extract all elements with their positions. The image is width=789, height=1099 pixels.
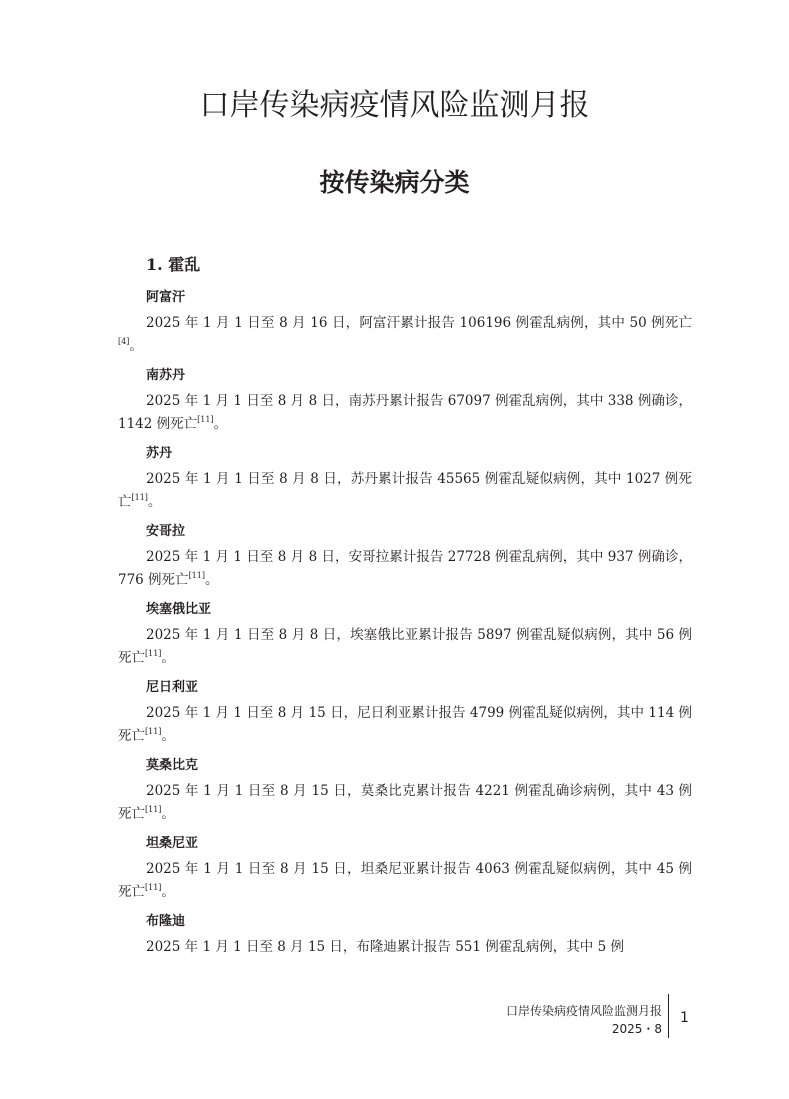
footer-publication: 口岸传染病疫情风险监测月报 (505, 1004, 662, 1018)
report-end: 。 (147, 494, 162, 510)
country-report (118, 312, 692, 358)
country-block-ethiopia (118, 596, 692, 670)
report-text: 2025 年 1 月 1 日至 8 月 8 日，苏丹累计报告 45565 例霍乱疑似病例，其中 1027 例死亡 (118, 471, 692, 510)
country-name: 莫桑比克 (146, 758, 199, 773)
report-text: 2025 年 1 月 1 日至 8 月 15 日，尼日利亚累计报告 4799 例霍乱疑似病例，其中 114 例死亡 (118, 705, 692, 744)
page-footer (460, 1002, 662, 1038)
disease-heading: 1. 霍乱 (146, 255, 201, 274)
report-end: 。 (204, 572, 219, 588)
country-name: 苏丹 (146, 446, 173, 461)
report-text: 2025 年 1 月 1 日至 8 月 15 日，坦桑尼亚累计报告 4063 例霍乱疑似病例，其中 45 例死亡 (118, 861, 692, 900)
country-name: 埃塞俄比亚 (146, 602, 212, 617)
country-block-nigeria (118, 674, 692, 748)
country-name: 南苏丹 (146, 368, 186, 383)
country-name: 阿富汗 (146, 290, 186, 305)
country-name: 布隆迪 (146, 914, 186, 929)
reference-marker[interactable]: [11] (188, 571, 205, 580)
report-end: 。 (161, 650, 175, 666)
reference-marker[interactable]: [11] (197, 415, 214, 424)
country-block-afghanistan (118, 284, 692, 358)
reference-marker[interactable]: [11] (145, 883, 162, 892)
report-text: 2025 年 1 月 1 日至 8 月 16 日，阿富汗累计报告 106196 例霍乱病例，其中 50 例死亡 (146, 315, 692, 331)
page-title: 口岸传染病疫情风险监测月报 (199, 88, 590, 123)
reference-marker[interactable]: [4] (118, 337, 130, 346)
country-report (118, 936, 692, 959)
country-name: 坦桑尼亚 (146, 836, 199, 851)
report-end: 。 (213, 416, 228, 432)
footer-divider (668, 994, 669, 1038)
report-text: 2025 年 1 月 1 日至 8 月 15 日，莫桑比克累计报告 4221 例霍乱确诊病例，其中 43 例死亡 (118, 783, 692, 822)
country-report (118, 546, 692, 592)
country-report (118, 468, 692, 514)
country-name: 安哥拉 (146, 524, 186, 539)
country-name: 尼日利亚 (146, 680, 199, 695)
country-block-angola (118, 518, 692, 592)
page-number: 1 (680, 1010, 689, 1026)
reference-marker[interactable]: [11] (145, 649, 162, 658)
country-block-tanzania (118, 830, 692, 904)
section-title: 按传染病分类 (319, 168, 470, 197)
report-end: 。 (161, 884, 175, 900)
reference-marker[interactable]: [11] (145, 727, 162, 736)
footer-issue: 2025・8 (611, 1022, 662, 1036)
country-block-mozambique (118, 752, 692, 826)
country-report (118, 858, 692, 904)
country-block-burundi (118, 908, 692, 959)
country-report (118, 390, 692, 436)
country-block-sudan (118, 440, 692, 514)
report-text: 2025 年 1 月 1 日至 8 月 8 日，南苏丹累计报告 67097 例霍乱病例，其中 338 例确诊，1142 例死亡 (118, 393, 692, 432)
report-end: 。 (161, 806, 175, 822)
country-report (118, 702, 692, 748)
report-text: 2025 年 1 月 1 日至 8 月 15 日，布隆迪累计报告 551 例霍乱病例，其中 5 例 (146, 939, 624, 955)
country-block-south-sudan (118, 362, 692, 436)
country-report (118, 624, 692, 670)
main-content (118, 252, 692, 963)
reference-marker[interactable]: [11] (131, 493, 148, 502)
report-text: 2025 年 1 月 1 日至 8 月 8 日，安哥拉累计报告 27728 例霍乱病例，其中 937 例确诊，776 例死亡 (118, 549, 692, 588)
country-report (118, 780, 692, 826)
report-end: 。 (161, 728, 175, 744)
report-end: 。 (129, 338, 143, 354)
reference-marker[interactable]: [11] (145, 805, 162, 814)
report-text: 2025 年 1 月 1 日至 8 月 8 日，埃塞俄比亚累计报告 5897 例霍乱疑似病例，其中 56 例死亡 (118, 627, 692, 666)
